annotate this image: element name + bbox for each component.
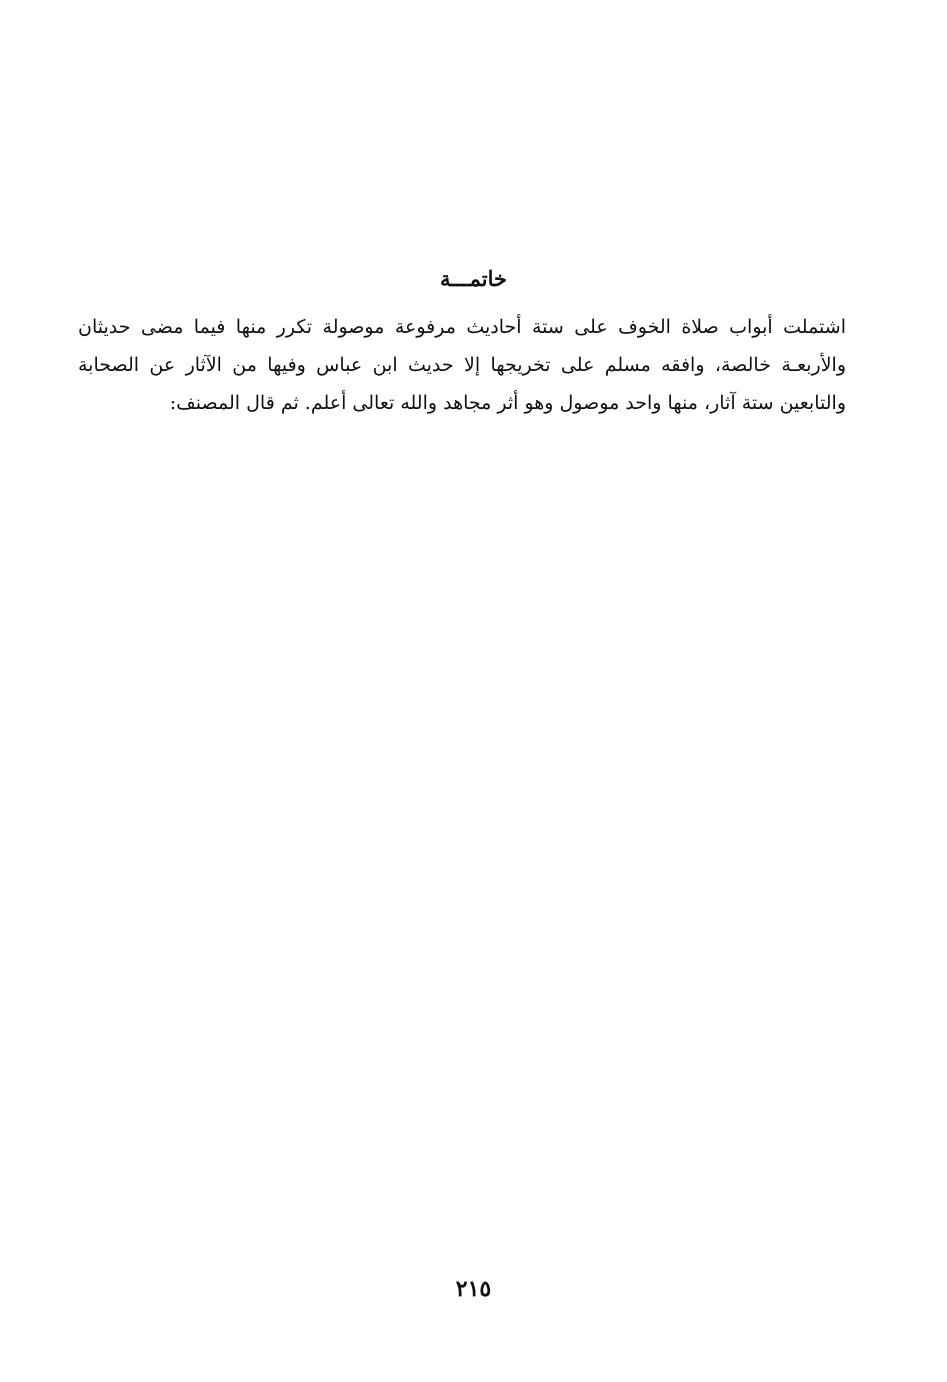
paragraph-line-3: والتابعين ستة آثار، منها واحد موصول وهو أثر مجاهد والله تعالى أعلم. ثم قال المصنف: bbox=[169, 392, 846, 414]
paragraph-line-1: اشتملت أبواب صلاة الخوف على ستة أحاديث مرفوعة موصولة تكرر منها فيما مضى حديثان bbox=[78, 316, 846, 338]
body-paragraph bbox=[78, 308, 846, 422]
page-number: ٢١٥ bbox=[455, 1276, 492, 1302]
paragraph-line-2: والأربعـة خالصة، وافقه مسلم على تخريجها إلا حديث ابن عباس وفيها من الآثار عن الصحابة bbox=[78, 354, 846, 376]
section-heading: خاتمـــة bbox=[439, 266, 508, 291]
